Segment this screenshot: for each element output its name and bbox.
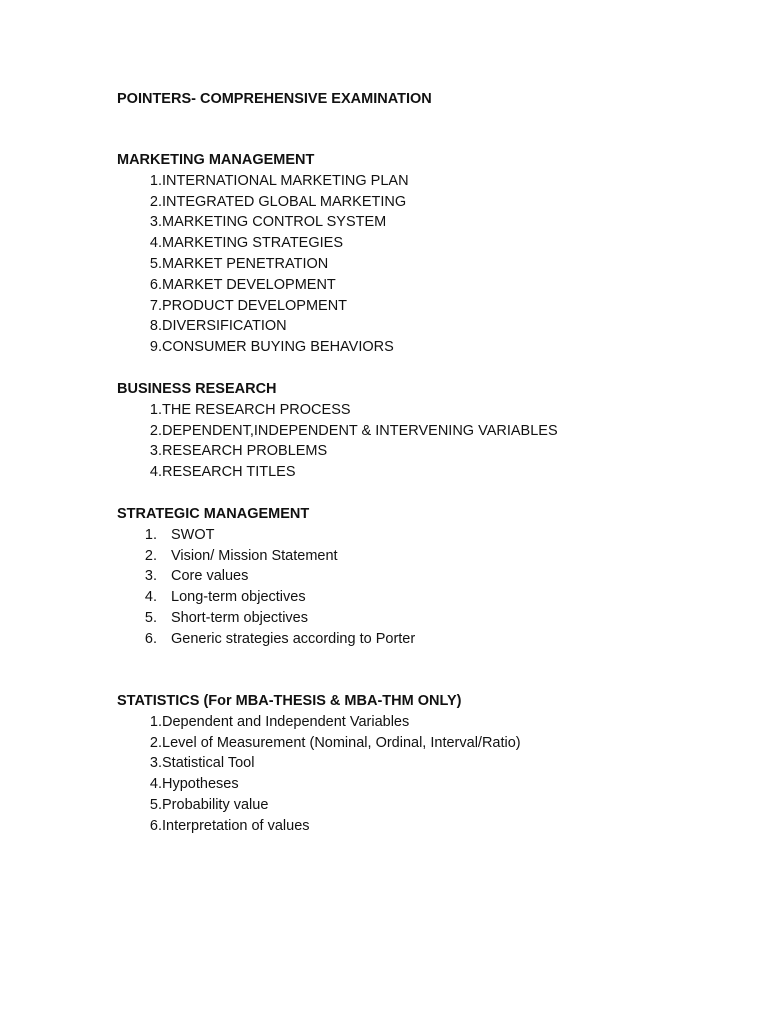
item-number: 8. <box>149 318 162 335</box>
list-item <box>117 774 717 795</box>
item-text: Level of Measurement (Nominal, Ordinal, Interval/Ratio) <box>162 734 521 751</box>
item-text: Vision/ Mission Statement <box>171 547 338 564</box>
list-item <box>117 316 717 337</box>
item-number: 4. <box>149 776 162 793</box>
list-item <box>117 733 717 754</box>
item-text: Statistical Tool <box>162 755 255 772</box>
section-heading: MARKETING MANAGEMENT <box>117 152 315 168</box>
item-number: 1. <box>144 526 157 543</box>
item-text: MARKETING CONTROL SYSTEM <box>162 214 387 231</box>
list-item <box>117 171 717 192</box>
item-number: 1. <box>149 172 162 189</box>
list-item <box>117 546 717 567</box>
topic-list <box>117 171 717 358</box>
item-number: 2. <box>149 422 162 439</box>
item-text: RESEARCH TITLES <box>162 464 296 481</box>
item-text: Generic strategies according to Porter <box>171 630 416 647</box>
section-heading: STATISTICS (For MBA-THESIS & MBA-THM ONLY) <box>117 693 462 709</box>
item-number: 4. <box>144 589 157 606</box>
item-text: MARKET PENETRATION <box>162 255 329 272</box>
item-number: 4. <box>149 464 162 481</box>
section-statistics <box>117 691 717 837</box>
list-item <box>117 233 717 254</box>
item-text: Interpretation of values <box>162 817 310 834</box>
page-title: POINTERS- COMPREHENSIVE EXAMINATION <box>117 91 432 107</box>
topic-list <box>117 525 717 650</box>
item-text: MARKET DEVELOPMENT <box>162 276 336 293</box>
list-item <box>117 337 717 358</box>
item-number: 5. <box>144 609 157 626</box>
list-item <box>117 421 717 442</box>
item-number: 2. <box>144 547 157 564</box>
item-number: 2. <box>149 193 162 210</box>
list-item <box>117 254 717 275</box>
list-item <box>117 712 717 733</box>
list-item <box>117 212 717 233</box>
section-strategic-management <box>117 504 717 650</box>
list-item <box>117 629 717 650</box>
list-item <box>117 192 717 213</box>
section-marketing-management <box>117 150 717 358</box>
section-heading: STRATEGIC MANAGEMENT <box>117 506 310 522</box>
item-number: 9. <box>149 339 162 356</box>
list-item <box>117 566 717 587</box>
item-number: 2. <box>149 734 162 751</box>
list-item <box>117 462 717 483</box>
item-number: 3. <box>144 568 157 585</box>
item-text: SWOT <box>171 526 215 543</box>
list-item <box>117 816 717 837</box>
list-item <box>117 753 717 774</box>
item-number: 6. <box>149 817 162 834</box>
list-item <box>117 275 717 296</box>
item-text: Probability value <box>162 796 269 813</box>
list-item <box>117 608 717 629</box>
item-text: DEPENDENT,INDEPENDENT & INTERVENING VARIABLES <box>162 422 558 439</box>
list-item <box>117 296 717 317</box>
list-item <box>117 441 717 462</box>
item-text: INTEGRATED GLOBAL MARKETING <box>162 193 407 210</box>
section-business-research <box>117 379 717 483</box>
item-number: 3. <box>149 755 162 772</box>
list-item <box>117 795 717 816</box>
item-number: 7. <box>149 297 162 314</box>
item-number: 5. <box>149 796 162 813</box>
item-number: 3. <box>149 214 162 231</box>
item-text: CONSUMER BUYING BEHAVIORS <box>162 339 394 356</box>
topic-list <box>117 400 717 483</box>
item-number: 3. <box>149 443 162 460</box>
item-text: THE RESEARCH PROCESS <box>162 401 351 418</box>
item-number: 6. <box>149 276 162 293</box>
item-text: INTERNATIONAL MARKETING PLAN <box>162 172 409 189</box>
item-text: PRODUCT DEVELOPMENT <box>162 297 348 314</box>
item-number: 1. <box>149 401 162 418</box>
item-text: Hypotheses <box>162 776 239 793</box>
topic-list <box>117 712 717 837</box>
list-item <box>117 525 717 546</box>
item-text: DIVERSIFICATION <box>162 318 287 335</box>
item-text: Core values <box>171 568 249 585</box>
list-item <box>117 587 717 608</box>
item-text: RESEARCH PROBLEMS <box>162 443 328 460</box>
item-text: MARKETING STRATEGIES <box>162 235 344 252</box>
item-text: Long-term objectives <box>171 589 306 606</box>
item-number: 5. <box>149 255 162 272</box>
section-heading: BUSINESS RESEARCH <box>117 381 277 397</box>
item-number: 6. <box>144 630 157 647</box>
item-text: Short-term objectives <box>171 609 308 626</box>
item-number: 4. <box>149 235 162 252</box>
item-number: 1. <box>149 713 162 730</box>
item-text: Dependent and Independent Variables <box>162 713 410 730</box>
list-item <box>117 400 717 421</box>
